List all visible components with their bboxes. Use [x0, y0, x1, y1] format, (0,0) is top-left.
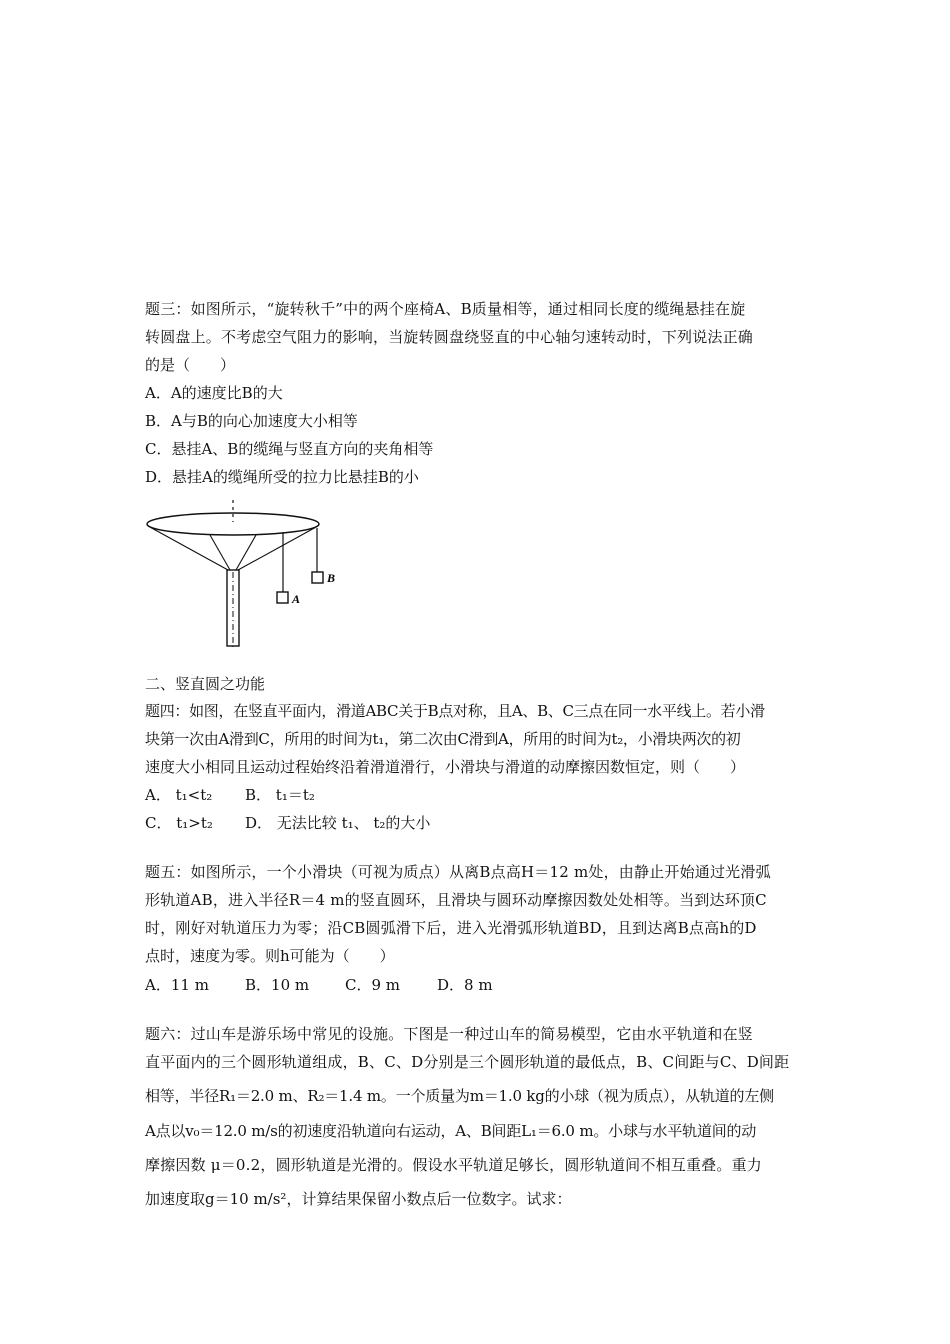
q6-line-6: 加速度取g＝10 m/s²，计算结果保留小数点后一位数字。试求：	[145, 1190, 572, 1208]
q5-option-d: D．8 m	[437, 976, 493, 994]
q5-option-c: C．9 m	[345, 976, 401, 994]
q5-line-2: 形轨道AB，进入半径R＝4 m的竖直圆环，且滑块与圆环动摩擦因数处处相等。当到达环顶C	[145, 891, 767, 909]
q6-line-1: 题六：过山车是游乐场中常见的设施。下图是一种过山车的简易模型，它由水平轨道和在竖	[145, 1025, 754, 1043]
q3-line-3: 的是（ ）	[145, 356, 236, 374]
q6-line-3: 相等，半径R₁＝2.0 m、R₂＝1.4 m。一个质量为m＝1.0 kg的小球（视为质点），从轨道的左侧	[145, 1087, 774, 1105]
q4-line-1: 题四：如图，在竖直平面内，滑道ABC关于B点对称，且A、B、C三点在同一水平线上。若小滑	[145, 702, 765, 720]
q4-option-b: B． t₁＝t₂	[245, 786, 315, 804]
seat-a	[277, 592, 288, 603]
q4-option-c: C． t₁>t₂	[145, 814, 213, 832]
rotating-swing-figure	[140, 500, 360, 650]
q3-option-d: D．悬挂A的缆绳所受的拉力比悬挂B的小	[145, 468, 419, 486]
q5-option-a: A．11 m	[145, 976, 209, 994]
q4-line-3: 速度大小相同且运动过程始终沿着滑道滑行，小滑块与滑道的动摩擦因数恒定，则（ ）	[145, 758, 746, 776]
section-2-title: 二、竖直圆之功能	[145, 675, 266, 693]
seat-b	[312, 572, 323, 583]
q5-option-b: B．10 m	[245, 976, 310, 994]
q6-line-2: 直平面内的三个圆形轨道组成，B、C、D分别是三个圆形轨道的最低点，B、C间距与C、D间距	[145, 1053, 790, 1071]
q4-options-row-2	[145, 813, 430, 833]
q3-line-2: 转圆盘上。不考虑空气阻力的影响，当旋转圆盘绕竖直的中心轴匀速转动时，下列说法正确	[145, 328, 754, 346]
q3-line-1: 题三：如图所示，“旋转秋千”中的两个座椅A、B质量相等，通过相同长度的缆绳悬挂在旋	[145, 300, 746, 318]
label-a: A	[292, 592, 301, 606]
q4-options-row-1	[145, 785, 315, 805]
label-b: B	[327, 571, 336, 585]
q5-options-row	[145, 975, 493, 995]
q4-option-d: D． 无法比较 t₁、 t₂的大小	[245, 814, 431, 832]
q5-line-1: 题五：如图所示，一个小滑块（可视为质点）从离B点高H＝12 m处，由静止开始通过光滑弧	[145, 863, 771, 881]
q4-option-a: A． t₁<t₂	[145, 786, 213, 804]
q3-option-b: B．A与B的向心加速度大小相等	[145, 412, 358, 430]
q4-line-2: 块第一次由A滑到C，所用的时间为t₁，第二次由C滑到A，所用的时间为t₂，小滑块两次的初	[145, 730, 741, 748]
q6-line-4: A点以v₀＝12.0 m/s的初速度沿轨道向右运动，A、B间距L₁＝6.0 m。小球与水平轨道间的动	[145, 1122, 757, 1140]
q3-option-a: A．A的速度比B的大	[145, 384, 283, 402]
q3-option-c: C．悬挂A、B的缆绳与竖直方向的夹角相等	[145, 440, 434, 458]
q5-line-4: 点时，速度为零。则h可能为（ ）	[145, 947, 395, 965]
q6-line-5: 摩擦因数 μ＝0.2，圆形轨道是光滑的。假设水平轨道足够长，圆形轨道间不相互重叠。重力	[145, 1156, 762, 1174]
q5-line-3: 时，刚好对轨道压力为零；沿CB圆弧滑下后，进入光滑弧形轨道BD，且到达离B点高h的D	[145, 919, 757, 937]
